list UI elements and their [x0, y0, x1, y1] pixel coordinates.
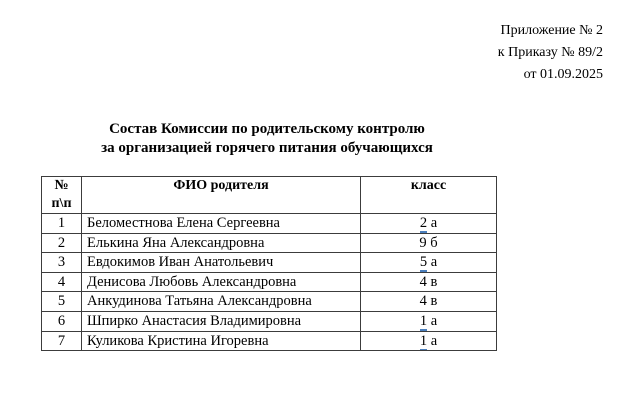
class-number-link[interactable]: 5: [419, 254, 428, 271]
class-cell: 5 а: [361, 253, 497, 273]
class-cell: 1 а: [361, 331, 497, 351]
class-cell: 2 а: [361, 214, 497, 234]
table-row: [42, 331, 497, 351]
column-header-number-line1: №: [54, 178, 69, 193]
commission-table: [41, 176, 497, 351]
class-number-link[interactable]: 1: [419, 312, 428, 329]
row-number-cell: 6: [42, 311, 82, 331]
class-cell: 4 в: [361, 292, 497, 312]
row-number-cell: 7: [42, 331, 82, 351]
column-header-class: класс: [361, 177, 497, 214]
column-header-number-line2: п\п: [51, 196, 72, 211]
table-row: [42, 253, 497, 273]
parent-name-cell: Евдокимов Иван Анатольевич: [82, 253, 361, 273]
row-number-cell: 1: [42, 214, 82, 234]
parent-name-cell: Шпирко Анастасия Владимировна: [82, 311, 361, 331]
table-row: [42, 292, 497, 312]
table-header-row: [42, 177, 497, 214]
class-cell: 1 а: [361, 311, 497, 331]
table-row: [42, 272, 497, 292]
row-number-cell: 3: [42, 253, 82, 273]
appendix-line-2: к Приказу № 89/2: [497, 45, 603, 60]
table-row: [42, 233, 497, 253]
appendix-block: [498, 20, 603, 86]
parent-name-cell: Беломестнова Елена Сергеевна: [82, 214, 361, 234]
class-number-link[interactable]: 1: [419, 332, 428, 349]
parent-name-cell: Денисова Любовь Александровна: [82, 272, 361, 292]
appendix-line-1: Приложение № 2: [500, 23, 603, 38]
class-cell: 9 б: [361, 233, 497, 253]
parent-name-cell: Куликова Кристина Игоревна: [82, 331, 361, 351]
row-number-cell: 4: [42, 272, 82, 292]
title-line-1: Состав Комиссии по родительскому контролю: [109, 121, 425, 137]
class-number-link[interactable]: 2: [419, 215, 428, 231]
row-number-cell: 2: [42, 233, 82, 253]
parent-name-cell: Анкудинова Татьяна Александровна: [82, 292, 361, 312]
class-cell: 4 в: [361, 272, 497, 292]
table-row: [42, 311, 497, 331]
class-number: 9: [419, 234, 427, 251]
appendix-line-3: от 01.09.2025: [523, 67, 603, 82]
table-row: [42, 214, 497, 234]
class-number: 4: [419, 293, 427, 310]
row-number-cell: 5: [42, 292, 82, 312]
column-header-fio: ФИО родителя: [82, 177, 361, 214]
class-number: 4: [419, 273, 427, 290]
column-header-number: [42, 177, 82, 214]
title-line-2: за организацией горячего питания обучающихся: [101, 139, 433, 156]
document-title: [41, 120, 493, 157]
parent-name-cell: Елькина Яна Александровна: [82, 233, 361, 253]
